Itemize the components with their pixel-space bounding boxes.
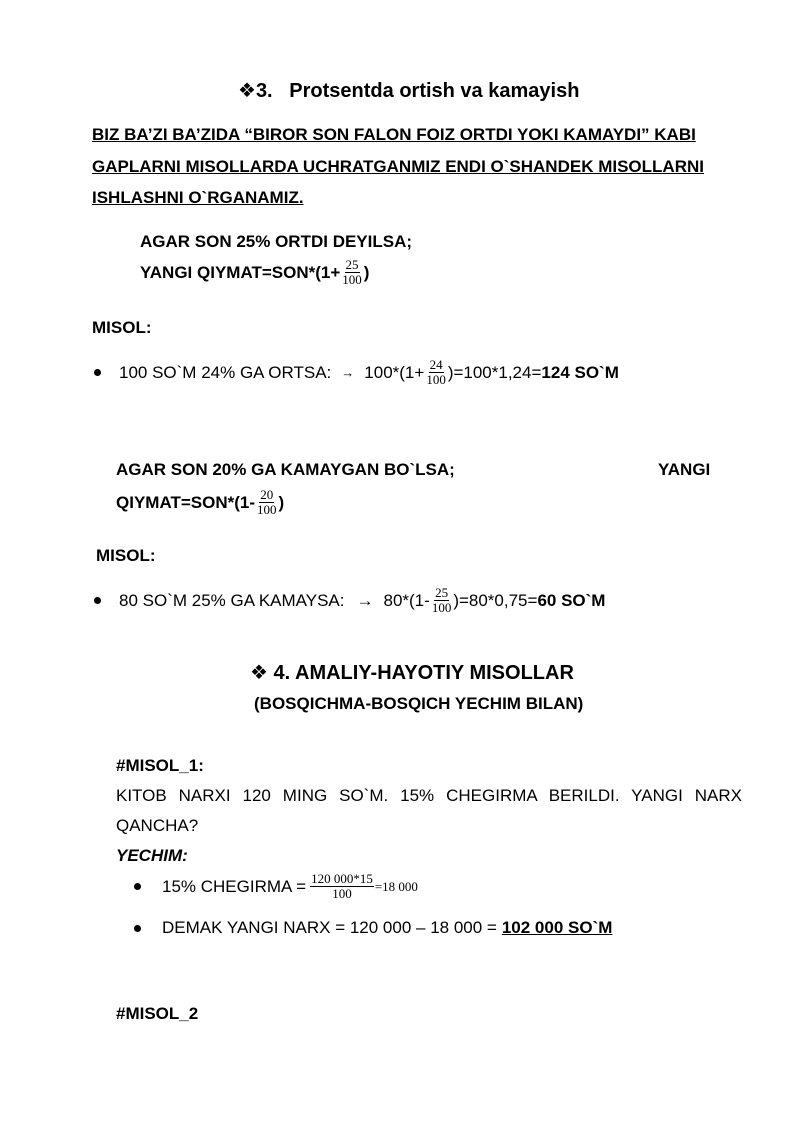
bullet-icon <box>134 925 141 932</box>
section-4-subtitle: (BOSQICHMA-BOSQICH YECHIM BILAN) <box>254 694 584 713</box>
section-4-heading <box>250 660 574 685</box>
example-2: 80 SO`M 25% GA KAMAYSA: → 80*(1- $\frac{25}{100}$ )=80*0,75= 60 SO`M <box>94 586 605 615</box>
section-3-heading <box>238 78 579 103</box>
solution-step-2-result: 102 000 SO`M <box>501 918 613 937</box>
arrow-right-icon: → <box>341 365 355 380</box>
bullet-icon <box>94 597 101 604</box>
diamond-bullet-icon: ❖ <box>238 78 256 102</box>
intro-line-3: ISHLASHNI O`RGANAMIZ. <box>92 188 304 207</box>
section-number: 3. <box>255 80 273 102</box>
decrease-rule-formula: QIYMAT=SON*(1- $\frac{20}{100}$ ) <box>116 487 285 517</box>
misol-1-problem-line-2: QANCHA? <box>116 816 199 835</box>
section-title: 4. AMALIY-HAYOTIY MISOLLAR <box>273 662 574 684</box>
misol-1-problem-line-1: KITOB NARXI 120 MING SO`M. 15% CHEGIRMA BERILDI. YANGI NARX <box>116 786 742 805</box>
bullet-icon <box>94 369 101 376</box>
bullet-icon <box>134 883 141 890</box>
increase-rule-condition: AGAR SON 25% ORTDI DEYILSA; <box>140 232 413 251</box>
diamond-bullet-icon: ❖ <box>250 660 268 684</box>
arrow-right-icon: → <box>356 590 374 610</box>
example-1-result: 124 SO`M <box>541 362 619 382</box>
misol-label: MISOL: <box>92 318 152 337</box>
intro-line-2: GAPLARNI MISOLLARDA UCHRATGANMIZ ENDI O`SHANDEK MISOLLARNI <box>92 157 704 176</box>
fraction: $\frac{120 000*15}{100}$ <box>311 871 373 901</box>
fraction: $\frac{24}{100}$ <box>426 357 446 387</box>
intro-line-1: BIZ BA’ZI BA’ZIDA “BIROR SON FALON FOIZ ORTDI YOKI KAMAYDI” KABI <box>92 125 696 144</box>
misol-1-label: #MISOL_1: <box>116 756 204 775</box>
decrease-rule-condition-right: YANGI <box>658 460 711 479</box>
section-title: Protsentda ortish va kamayish <box>289 80 580 102</box>
example-1: 100 SO`M 24% GA ORTSA: → 100*(1+ $\frac{24}{100}$ )=100*1,24= 124 SO`M <box>94 358 619 387</box>
fraction: $\frac{20}{100}$ <box>257 487 277 517</box>
increase-rule-formula: YANGI QIYMAT=SON*(1+ $\frac{25}{100}$ ) <box>140 257 370 287</box>
fraction: $\frac{25}{100}$ <box>342 257 362 287</box>
solution-step-2: DEMAK YANGI NARX = 120 000 – 18 000 = 102 000 SO`M <box>134 918 612 938</box>
misol-label: MISOL: <box>96 546 156 565</box>
example-2-result: 60 SO`M <box>537 590 606 610</box>
decrease-rule-condition: AGAR SON 20% GA KAMAYGAN BO`LSA; <box>116 460 455 479</box>
solution-step-1: 15% CHEGIRMA = $\frac{120 000*15}{100}$ =18 000 <box>134 872 418 901</box>
fraction: $\frac{25}{100}$ <box>431 585 452 615</box>
solution-label: YECHIM: <box>116 846 188 865</box>
misol-2-label: #MISOL_2 <box>116 1004 199 1023</box>
